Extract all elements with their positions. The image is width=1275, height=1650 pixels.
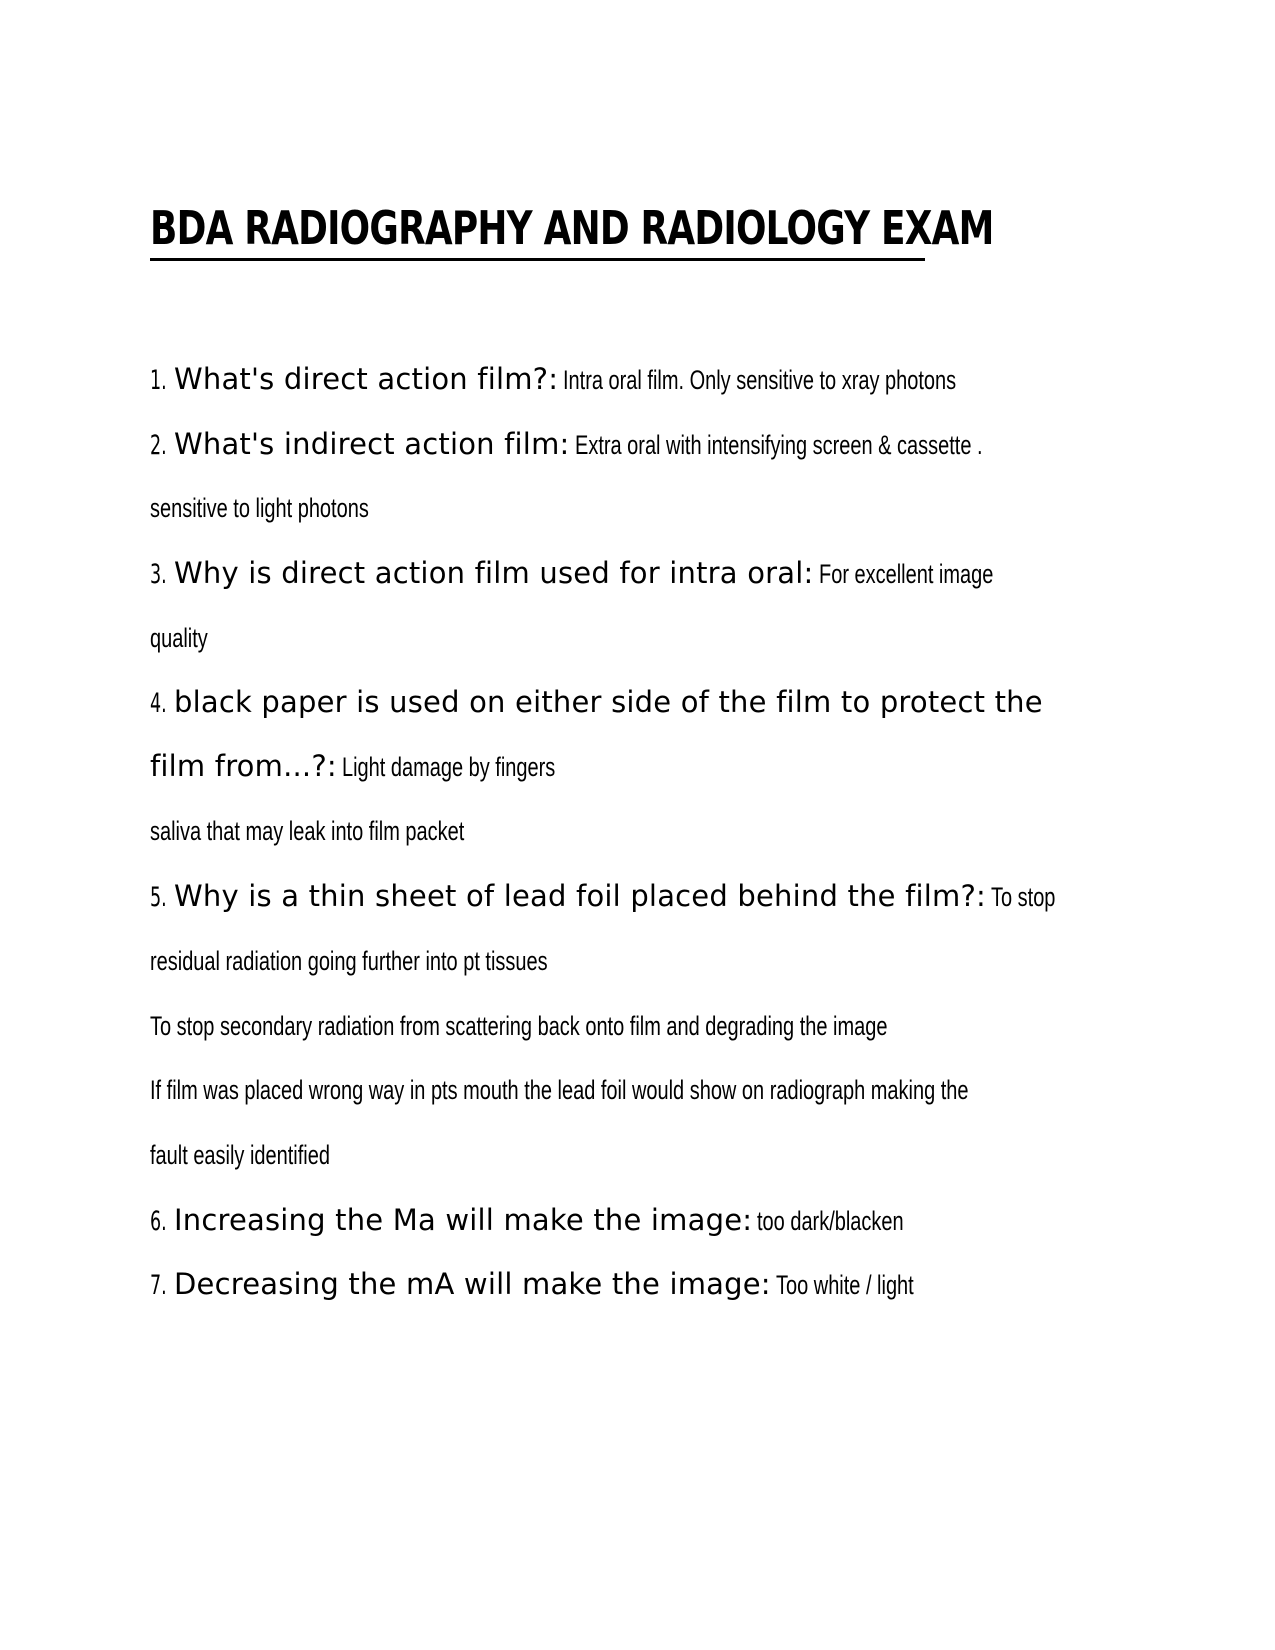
answer-text: For excellent image [818, 559, 993, 589]
question-text: Why is a thin sheet of lead foil placed behind the film?: [174, 879, 987, 913]
title-underline [150, 258, 925, 261]
answer-continuation [150, 1006, 1147, 1046]
answer-line: residual radiation going further into pt tissues [150, 946, 548, 976]
question-item-1 [150, 359, 1095, 399]
question-item-6 [150, 1200, 955, 1240]
question-item-7 [150, 1264, 962, 1304]
answer-text: Too white / light [775, 1270, 914, 1300]
question-item-3 [150, 553, 1054, 593]
item-number: 4. [150, 688, 167, 719]
answer-continuation [150, 1070, 1256, 1110]
answer-line: quality [150, 623, 208, 653]
question-text: What's indirect action film: [174, 427, 570, 461]
question-item-5 [150, 876, 1078, 916]
question-item-2 [150, 424, 1125, 464]
answer-text: too dark/blacken [757, 1206, 904, 1236]
answer-line: sensitive to light photons [150, 493, 369, 523]
question-text: Why is direct action film used for intra oral: [174, 556, 814, 590]
answer-text: Extra oral with intensifying screen & cassette . [574, 430, 983, 460]
answer-continuation [150, 941, 687, 981]
answer-text: Light damage by fingers [342, 752, 556, 782]
answer-line: To stop secondary radiation from scattering back onto film and degrading the image [150, 1011, 888, 1041]
document-title: BDA RADIOGRAPHY AND RADIOLOGY EXAM [150, 201, 994, 255]
answer-continuation [150, 811, 575, 851]
answer-line: fault easily identified [150, 1140, 330, 1170]
item-number: 3. [150, 559, 167, 590]
question-text: black paper is used on either side of the film to protect the [174, 685, 1043, 719]
question-text: What's direct action film?: [174, 362, 559, 396]
question-text: Decreasing the mA will make the image: [174, 1267, 771, 1301]
question-text: Increasing the Ma will make the image: [174, 1203, 753, 1237]
item-number: 7. [150, 1270, 167, 1301]
answer-line: saliva that may leak into film packet [150, 816, 465, 846]
answer-text: To stop [991, 882, 1056, 912]
answer-continuation [150, 488, 446, 528]
item-number: 1. [150, 365, 167, 396]
question-item-4 [150, 682, 1043, 722]
item-number: 2. [150, 430, 167, 461]
item-number: 5. [150, 882, 167, 913]
question-text: film from...?: [150, 749, 337, 783]
answer-line: If film was placed wrong way in pts mouth the lead foil would show on radiograph making the [150, 1075, 969, 1105]
answer-text: Intra oral film. Only sensitive to xray photons [563, 365, 957, 395]
answer-continuation [150, 1135, 393, 1175]
answer-continuation [150, 618, 228, 658]
question-item-4-cont [150, 746, 630, 786]
item-number: 6. [150, 1206, 167, 1237]
